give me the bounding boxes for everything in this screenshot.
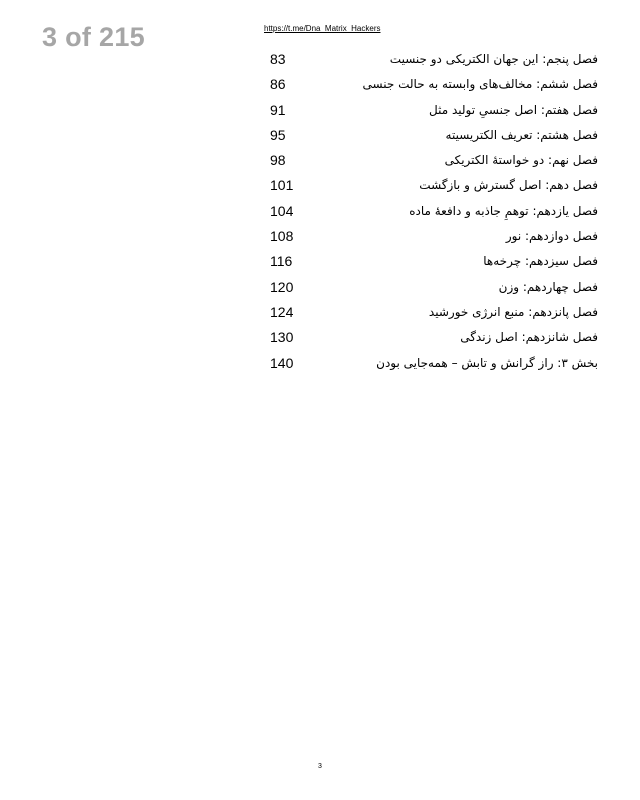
toc-entry[interactable] bbox=[262, 275, 598, 300]
toc-chapter-title: فصل نهم: دو خواستهٔ الکتریکی bbox=[444, 153, 598, 168]
toc-page-number: 95 bbox=[270, 126, 286, 143]
toc-page-number: 116 bbox=[270, 253, 293, 270]
toc-page-number: 108 bbox=[270, 228, 294, 245]
toc-entry[interactable] bbox=[262, 123, 598, 148]
toc-page-number: 86 bbox=[270, 76, 286, 93]
toc-chapter-title: فصل سیزدهم: چرخه‌ها bbox=[483, 254, 598, 269]
toc-chapter-title: فصل دوازدهم: نور bbox=[505, 229, 598, 244]
toc-chapter-title: فصل پانزدهم: منبع انرژی خورشید bbox=[428, 304, 598, 319]
toc-page-number: 124 bbox=[270, 303, 294, 320]
toc-entry[interactable] bbox=[262, 148, 598, 173]
toc-chapter-title: فصل چهاردهم: وزن bbox=[498, 279, 598, 294]
footer-page-number: 3 bbox=[318, 763, 322, 770]
toc-chapter-title: فصل ششم: مخالف‌های وابسته به حالت جنسی bbox=[362, 77, 598, 92]
page-counter: 3 of 215 bbox=[42, 22, 145, 52]
telegram-link[interactable]: https://t.me/Dna_Matrix_Hackers bbox=[264, 24, 381, 33]
toc-chapter-title: فصل یازدهم: توهمِ جاذبه و دافعهٔ ماده bbox=[409, 203, 598, 218]
toc-chapter-title: فصل هشتم: تعریف الکتریسیته bbox=[445, 127, 598, 142]
toc-page-number: 101 bbox=[270, 177, 294, 194]
toc-entry[interactable] bbox=[262, 72, 598, 97]
toc-page-number: 83 bbox=[270, 51, 286, 67]
toc-page-number: 104 bbox=[270, 202, 294, 219]
table-of-contents bbox=[262, 47, 598, 376]
toc-chapter-title: فصل پنجم: این جهان الکتریکی دو جنسیت bbox=[389, 52, 598, 66]
toc-entry[interactable] bbox=[262, 224, 598, 249]
toc-page-number: 91 bbox=[270, 101, 286, 118]
toc-entry[interactable] bbox=[262, 98, 598, 123]
toc-chapter-title: فصل شانزدهم: اصل زندگی bbox=[460, 330, 598, 345]
toc-chapter-title: فصل دهم: اصل گسترش و بازگشت bbox=[419, 178, 598, 193]
toc-page-number: 130 bbox=[270, 329, 294, 346]
toc-entry[interactable] bbox=[262, 325, 598, 350]
toc-page-number: 140 bbox=[270, 354, 294, 371]
toc-entry[interactable] bbox=[262, 300, 598, 325]
toc-page-number: 98 bbox=[270, 152, 286, 169]
toc-entry[interactable] bbox=[262, 47, 598, 72]
toc-entry[interactable] bbox=[262, 173, 598, 198]
toc-entry[interactable] bbox=[262, 249, 598, 274]
toc-chapter-title: فصل هفتم: اصل جنسیِ تولید مثل bbox=[429, 102, 598, 117]
toc-entry[interactable] bbox=[262, 199, 598, 224]
toc-page-number: 120 bbox=[270, 278, 294, 295]
toc-entry[interactable] bbox=[262, 351, 598, 376]
toc-chapter-title: بخش ۳: راز گرانش و تابش – همه‌جایی بودن bbox=[376, 355, 598, 370]
